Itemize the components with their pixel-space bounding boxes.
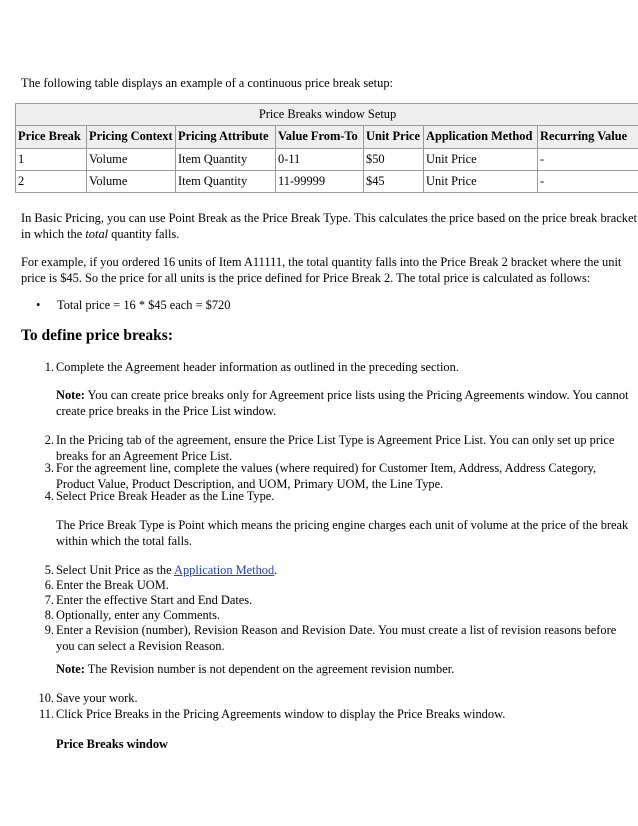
table-cell: 1: [16, 149, 87, 171]
table-cell: -: [538, 171, 638, 193]
intro-text: The following table displays an example of a continuous price break setup:: [21, 76, 393, 90]
note-label: Note:: [56, 388, 85, 402]
step-number: 7.: [44, 593, 54, 607]
step-text-part: .: [274, 563, 278, 577]
table-cell: 11-99999: [276, 171, 364, 193]
column-header-recurring-value: Recurring Value: [538, 126, 638, 149]
table-cell: -: [538, 149, 638, 171]
table-cell: Volume: [87, 171, 176, 193]
step-number: 6.: [44, 578, 54, 592]
table-cell: Item Quantity: [176, 171, 276, 193]
column-header-application-method: Application Method: [424, 126, 538, 149]
paragraph-text: In Basic Pricing, you can use Point Break as the Price Break Type. This calculates the price based on the price break bracket in which the: [21, 211, 637, 241]
step-number: 4.: [44, 489, 54, 503]
step-text: Complete the Agreement header information as outlined in the preceding section.: [56, 360, 459, 374]
table-cell: Item Quantity: [176, 149, 276, 171]
note-label: Note:: [56, 662, 85, 676]
note-paragraph: [56, 388, 638, 419]
step-number: 2.: [44, 433, 54, 447]
bullet-icon: •: [36, 298, 41, 312]
emphasis-text: total: [85, 226, 109, 241]
note-paragraph: [56, 662, 638, 678]
table-cell: 2: [16, 171, 87, 193]
step-text: [56, 563, 637, 579]
bullet-text: Total price = 16 * $45 each = $720: [57, 298, 231, 312]
application-method-link[interactable]: Application Method: [174, 563, 275, 577]
note-text: The Revision number is not dependent on the agreement revision number.: [84, 662, 455, 676]
basic-pricing-paragraph: [21, 211, 638, 242]
step-text: Optionally, enter any Comments.: [56, 608, 221, 622]
step-text-part: Select Unit Price as the: [56, 563, 175, 577]
table-row: [16, 171, 638, 193]
column-header-pricing-attribute: Pricing Attribute: [176, 126, 276, 149]
table-cell: Unit Price: [424, 149, 538, 171]
table-cell: Volume: [87, 149, 176, 171]
note-text: You can create price breaks only for Agreement price lists using the Pricing Agreements window. You cannot create price breaks in the Price List window.: [56, 388, 629, 418]
table-row: [16, 149, 638, 171]
table-caption: Price Breaks window Setup: [16, 104, 638, 126]
step-text: In the Pricing tab of the agreement, ensure the Price List Type is Agreement Price List. You can only set up price breaks for an Agreement Price List.: [56, 433, 615, 463]
step-text: Click Price Breaks in the Pricing Agreements window to display the Price Breaks window.: [56, 707, 506, 721]
paragraph-text: quantity falls.: [108, 226, 180, 241]
step-number: 9.: [44, 623, 54, 637]
step-number: 5.: [44, 563, 54, 577]
section-heading: To define price breaks:: [21, 327, 173, 344]
step-text: Enter the Break UOM.: [56, 578, 169, 592]
bullet-item: [36, 298, 230, 314]
column-header-price-break: Price Break: [16, 126, 87, 149]
price-breaks-window-label: Price Breaks window: [56, 737, 168, 751]
price-breaks-table: [15, 103, 638, 193]
step-number: 11.: [38, 707, 54, 721]
point-break-paragraph: The Price Break Type is Point which means the pricing engine charges each unit of volume at the price of the break within which the total falls.: [56, 518, 629, 548]
step-text: For the agreement line, complete the values (where required) for Customer Item, Address, Address Category, Product Value, Product Description, and UOM, Primary UOM, the Line Type.: [56, 461, 597, 491]
table-cell: $45: [364, 171, 424, 193]
example-paragraph: For example, if you ordered 16 units of Item A11111, the total quantity falls into the Price Break 2 bracket where the unit price is $45. So the price for all units is the price defined for Price Break 2. The total price is calculated as follows:: [21, 255, 622, 285]
table-cell: 0-11: [276, 149, 364, 171]
step-number: 3.: [44, 461, 54, 475]
step-text: Save your work.: [56, 691, 138, 705]
step-number: 10.: [38, 691, 54, 705]
step-number: 8.: [44, 608, 54, 622]
table-cell: $50: [364, 149, 424, 171]
table-cell: Unit Price: [424, 171, 538, 193]
column-header-unit-price: Unit Price: [364, 126, 424, 149]
step-text: Select Price Break Header as the Line Type.: [56, 489, 275, 503]
column-header-value-from-to: Value From-To: [276, 126, 364, 149]
column-header-pricing-context: Pricing Context: [87, 126, 176, 149]
step-number: 1.: [44, 360, 54, 374]
step-text: Enter the effective Start and End Dates.: [56, 593, 253, 607]
step-text: Enter a Revision (number), Revision Reason and Revision Date. You must create a list of revision reasons before you can select a Revision Reason.: [56, 623, 617, 653]
